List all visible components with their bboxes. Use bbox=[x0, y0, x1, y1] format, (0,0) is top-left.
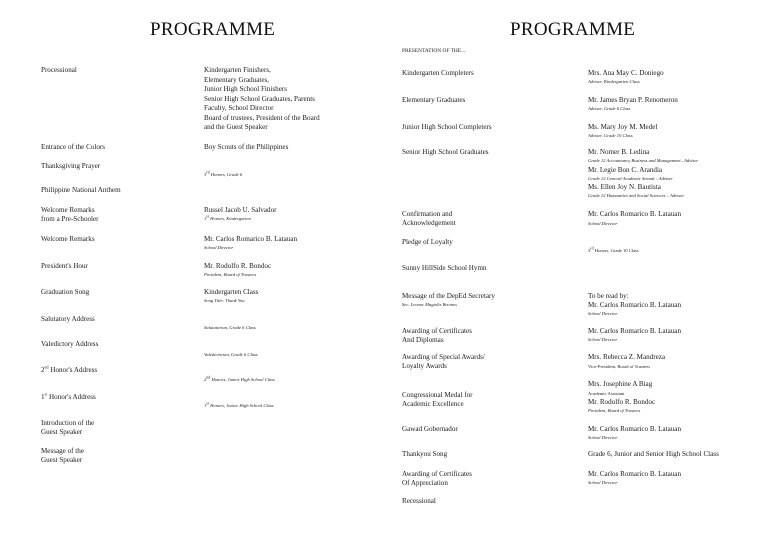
certificates-label: Awarding of Certificates And Diplomas bbox=[402, 327, 472, 345]
congressional-value-2: Mr. Rodolfo R. Bondoc bbox=[588, 398, 656, 406]
kinder-note: Adviser, Kindergarten Class bbox=[588, 79, 640, 84]
valedictory-label: Valedictory Address bbox=[41, 340, 99, 348]
appreciation-note: School Director bbox=[588, 480, 618, 485]
thankyou-song-label: Thankyou Song bbox=[402, 450, 448, 458]
welcome-remarks-label: Welcome Remarks bbox=[41, 235, 95, 243]
shs-value-1: Mr. Nomer B. Ledina bbox=[588, 148, 650, 156]
gawad-value: Mr. Carlos Romarico B. Latauan bbox=[588, 425, 681, 433]
gawad-label: Gawad Gobernador bbox=[402, 425, 458, 433]
welcome-preschooler-note: 1st Honors, Kindergarten bbox=[204, 213, 251, 221]
message-guest-speaker-label: Message of the Guest Speaker bbox=[41, 447, 84, 465]
presentation-heading: PRESENTATION OF THE... bbox=[402, 48, 466, 54]
valedictory-note: Valedictorian, Grade 6 Class bbox=[204, 352, 258, 357]
confirmation-label: Confirmation and Acknowledgement bbox=[402, 210, 456, 228]
processional-label: Processional bbox=[41, 66, 77, 74]
presidents-hour-note: President, Board of Trustees bbox=[204, 272, 257, 277]
presidents-hour-label: President's Hour bbox=[41, 262, 88, 270]
pledge-label: Pledge of Loyalty bbox=[402, 238, 453, 246]
shs-note-1: Grade 12 Accountancy Business and Management –Adviser bbox=[588, 158, 699, 163]
processional-line-5: Faculty, School Director bbox=[204, 104, 274, 112]
colors-label: Entrance of the Colors bbox=[41, 143, 106, 151]
second-honor-note: 2nd Honors, Junior High School Class bbox=[204, 374, 275, 382]
intro-guest-speaker-label: Introduction of the Guest Speaker bbox=[41, 419, 95, 437]
deped-label: Message of the DepEd Secretary bbox=[402, 292, 495, 300]
shs-note-3: Grade 12 Humanities and Social Sciences – Adviser bbox=[588, 193, 684, 198]
salutatory-label: Salutatory Address bbox=[41, 315, 95, 323]
prayer-note: 3rd Honors, Grade 6 bbox=[204, 169, 243, 177]
left-page-title: PROGRAMME bbox=[150, 19, 276, 40]
graduation-song-label: Graduation Song bbox=[41, 288, 90, 296]
appreciation-value: Mr. Carlos Romarico B. Latauan bbox=[588, 470, 681, 478]
congressional-note-2: President, Board of Trustees bbox=[588, 408, 641, 413]
elem-label: Elementary Graduates bbox=[402, 96, 466, 104]
welcome-preschooler-label: Welcome Remarks from a Pre-Schooler bbox=[41, 206, 99, 224]
deped-read-by: To be read by: bbox=[588, 292, 629, 300]
graduation-song-value: Kindergarten Class bbox=[204, 288, 259, 296]
elem-value: Mr. James Bryan P. Renomeron bbox=[588, 96, 678, 104]
confirmation-value: Mr. Carlos Romarico B. Latauan bbox=[588, 210, 681, 218]
prayer-label: Thanksgiving Prayer bbox=[41, 162, 101, 170]
processional-line-3: Junior High School Finishers bbox=[204, 85, 287, 93]
salutatory-note: Salutatorian, Grade 6 Class bbox=[204, 325, 256, 330]
shs-value-3: Ms. Ellen Joy N. Bautista bbox=[588, 183, 661, 191]
jhs-note: Adviser, Grade 10 Class bbox=[588, 133, 633, 138]
special-awards-note: Vice-President, Board of Trustees bbox=[588, 364, 650, 369]
colors-value: Boy Scouts of the Philippines bbox=[204, 143, 289, 151]
congressional-value-1: Mrs. Josephine A Biag bbox=[588, 380, 653, 388]
recessional-label: Recessional bbox=[402, 497, 436, 505]
deped-value: Mr. Carlos Romarico B. Latauan bbox=[588, 301, 681, 309]
deped-sub: Sec. Leonor Magtolis Briones bbox=[402, 302, 457, 307]
gawad-note: School Director bbox=[588, 435, 618, 440]
pledge-note: 3rd Honors, Grade 10 Class bbox=[588, 245, 639, 253]
hymn-label: Sunny HillSide School Hymn bbox=[402, 264, 487, 272]
processional-line-2: Elementary Graduates, bbox=[204, 75, 269, 84]
certificates-value: Mr. Carlos Romarico B. Latauan bbox=[588, 327, 681, 335]
first-honor-label: 1st Honor's Address bbox=[41, 391, 96, 401]
first-honor-note: 1st Honors, Junior High School Class bbox=[204, 400, 274, 408]
shs-value-2: Mr. Legie Bon C. Arandia bbox=[588, 166, 663, 174]
deped-note: School Director bbox=[588, 311, 618, 316]
right-page-title: PROGRAMME bbox=[510, 19, 636, 40]
graduation-song-note: Song Title: Thank You bbox=[204, 298, 245, 303]
kinder-value: Mrs. Ana May C. Doniego bbox=[588, 69, 664, 77]
jhs-label: Junior High School Completers bbox=[402, 123, 492, 131]
thankyou-song-value: Grade 6, Junior and Senior High School Class bbox=[588, 450, 719, 458]
processional-line-7: and the Guest Speaker bbox=[204, 123, 268, 131]
processional-line-1: Kindergarten Finishers, bbox=[204, 66, 271, 74]
welcome-remarks-value: Mr. Carlos Romarico B. Latauan bbox=[204, 235, 297, 243]
processional-line-4: Senior High School Graduates, Parents bbox=[204, 94, 315, 103]
congressional-note-1: Academic Assistant bbox=[588, 391, 625, 396]
anthem-label: Philippine National Anthem bbox=[41, 186, 121, 194]
confirmation-note: School Director bbox=[588, 221, 618, 226]
right-programme-page bbox=[384, 0, 768, 543]
welcome-preschooler-value: Russel Jacob U. Salvador bbox=[204, 206, 277, 214]
shs-label: Senior High School Graduates bbox=[402, 148, 489, 156]
shs-note-2: Grade 12 General Academic Strand – Adviser bbox=[588, 176, 673, 181]
kinder-label: Kindergarten Completers bbox=[402, 69, 474, 77]
special-awards-value: Mrs. Rebecca Z. Mandreza bbox=[588, 353, 666, 361]
welcome-remarks-note: School Director bbox=[204, 245, 234, 250]
congressional-label: Congressional Medal for Academic Excellence bbox=[402, 391, 473, 409]
appreciation-label: Awarding of Certificates Of Appreciation bbox=[402, 470, 472, 488]
special-awards-label: Awarding of Special Awards/ Loyalty Awards bbox=[402, 353, 485, 371]
second-honor-label: 2nd Honor's Address bbox=[41, 364, 98, 374]
jhs-value: Ms. Mary Joy M. Medel bbox=[588, 123, 658, 131]
processional-line-6: Board of trustees, President of the Board bbox=[204, 113, 320, 122]
presidents-hour-value: Mr. Rodolfo R. Bondoc bbox=[204, 262, 272, 270]
certificates-note: School Director bbox=[588, 337, 618, 342]
elem-note: Adviser, Grade 6 Class bbox=[588, 106, 631, 111]
